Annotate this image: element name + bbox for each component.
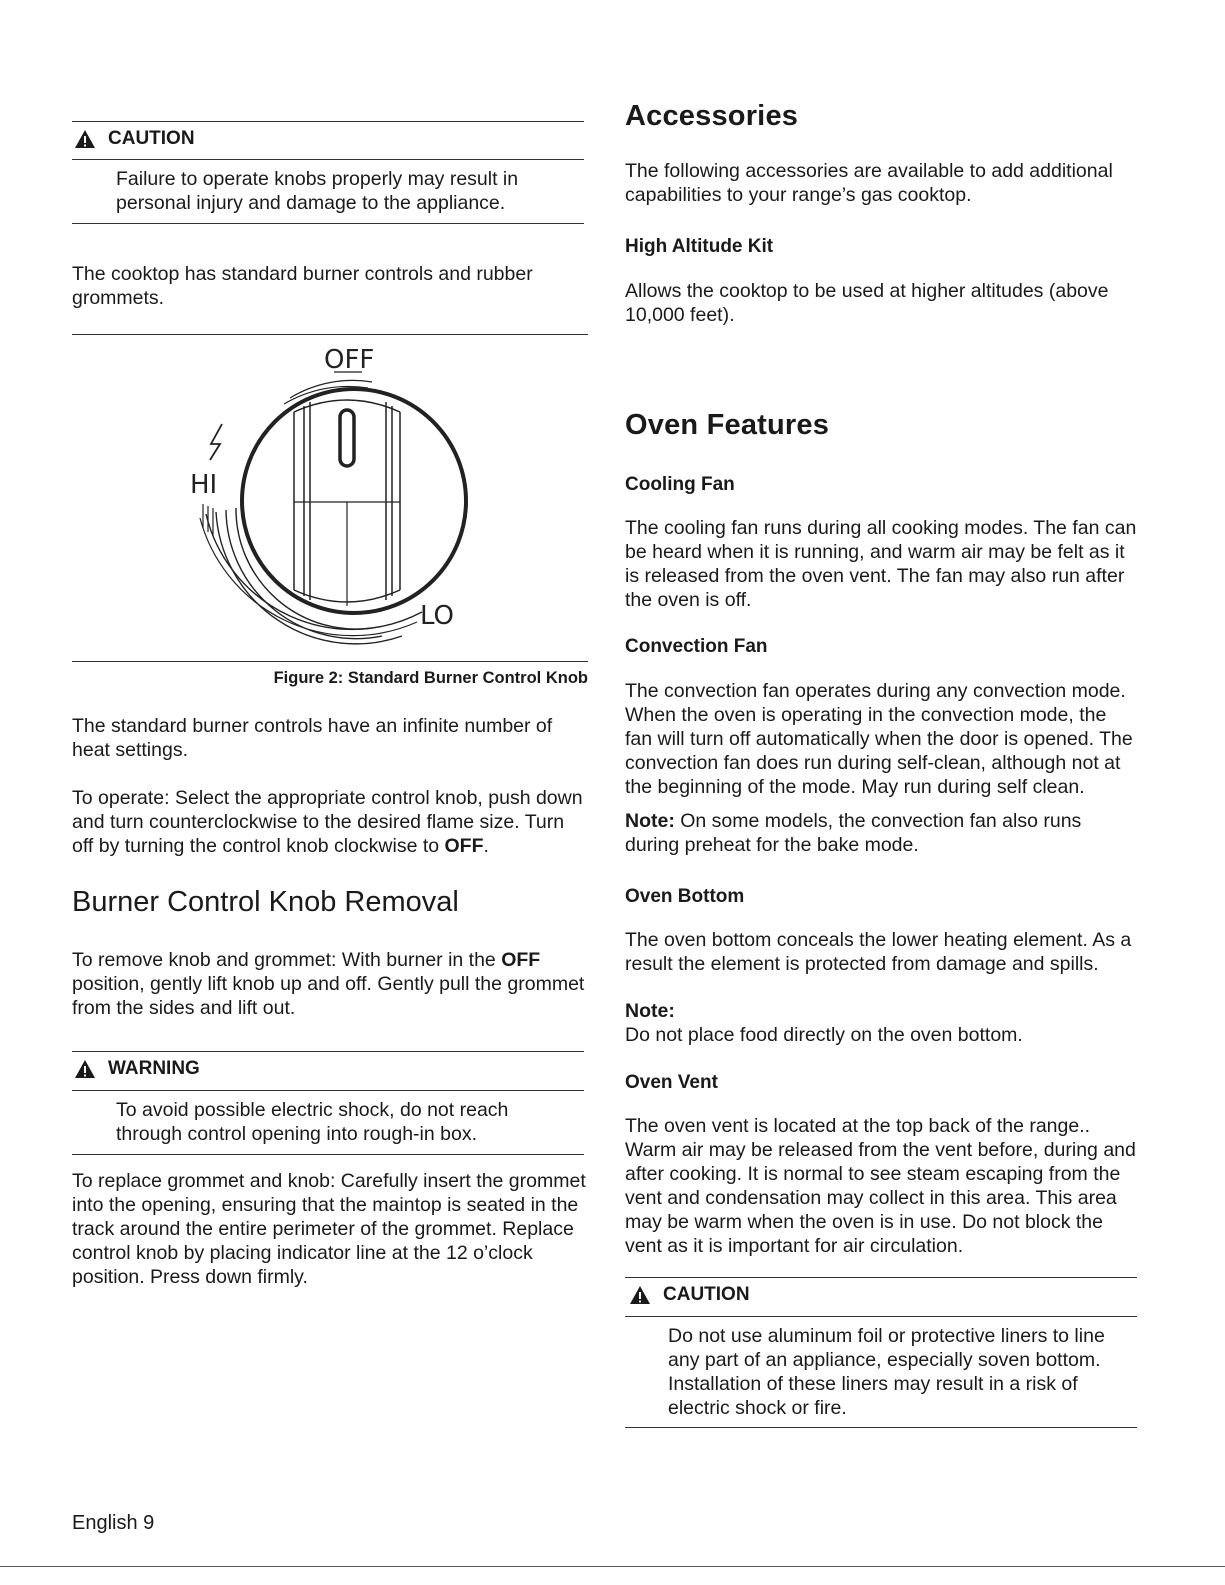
remove-off-bold: OFF xyxy=(501,949,541,971)
replace-paragraph: To replace grommet and knob: Carefully insert the grommet into the opening, ensuring that the maintop is seated in the track around the entire perimeter of the grommet. Replace control knob by placing indicator line at the 12 o’clock position. Press down firmly. xyxy=(72,1170,586,1288)
warning-triangle-icon xyxy=(74,129,96,149)
warning-title: WARNING xyxy=(108,1058,200,1079)
accessories-intro: The following accessories are available to add additional capabilities to your range’s gas cooktop. xyxy=(625,160,1113,206)
operate-end: . xyxy=(483,835,489,857)
figure-bottom-rule xyxy=(72,661,588,662)
accessories-heading: Accessories xyxy=(625,100,799,132)
high-altitude-heading: High Altitude Kit xyxy=(625,236,774,257)
page-footer: English 9 xyxy=(72,1512,155,1534)
note-text: Do not place food directly on the oven bottom. xyxy=(625,1024,1023,1046)
caution2-body: Do not use aluminum foil or protective liners to line any part of an appliance, especially soven bottom. Installation of these liners may result in a risk of electric shock or fire. xyxy=(668,1325,1105,1419)
warning-body: To avoid possible electric shock, do not reach through control opening into rough-in box. xyxy=(116,1099,509,1145)
knob-lo-label: LO xyxy=(420,601,455,631)
convection-fan-body: The convection fan operates during any convection mode. When the oven is operating in the convection mode, the fan will turn off automatically when the door is opened. The convection fan does run during self-clean, although not at the beginning of the mode. May run during self clean. xyxy=(625,680,1133,798)
warning-triangle-icon xyxy=(74,1059,96,1079)
oven-bottom-body: The oven bottom conceals the lower heating element. As a result the element is protected from damage and spills. xyxy=(625,929,1132,975)
caution2-mid-rule xyxy=(625,1316,1137,1317)
caution2-bottom-rule xyxy=(625,1427,1137,1428)
cooling-fan-heading: Cooling Fan xyxy=(625,474,735,495)
burner-knob-illustration xyxy=(72,338,588,658)
warning-triangle-icon xyxy=(629,1285,651,1305)
oven-vent-body: The oven vent is located at the top back of the range.. Warm air may be released from the vent before, during and after cooking. It is normal to see steam escaping from the vent and condensation may collect in this area. This area may be warm when the oven is in use. Do not block the vent as it is important for air circulation. xyxy=(625,1115,1136,1257)
caution-title: CAUTION xyxy=(108,128,195,149)
knob-removal-heading: Burner Control Knob Removal xyxy=(72,886,459,918)
caution-body: Failure to operate knobs properly may result in personal injury and damage to the appliance. xyxy=(116,168,519,214)
convection-fan-note xyxy=(625,809,1137,857)
high-altitude-body: Allows the cooktop to be used at higher altitudes (above 10,000 feet). xyxy=(625,280,1109,326)
caution2-header xyxy=(629,1284,750,1306)
caution-mid-rule xyxy=(72,159,584,160)
caution-top-rule xyxy=(72,121,584,122)
caution-bottom-rule xyxy=(72,223,584,224)
remove-end: position, gently lift knob up and off. Gently pull the grommet from the sides and lift out. xyxy=(72,973,585,1019)
infinite-settings-paragraph: The standard burner controls have an infinite number of heat settings. xyxy=(72,715,553,761)
operate-text: To operate: Select the appropriate control knob, push down and turn counterclockwise to the desired flame size. Turn off by turning the control knob clockwise to xyxy=(72,787,583,857)
page-bottom-edge xyxy=(0,1566,1225,1567)
knob-off-label: OFF xyxy=(324,345,375,375)
cooktop-intro: The cooktop has standard burner controls and rubber grommets. xyxy=(72,263,533,309)
warning-header xyxy=(74,1058,200,1080)
figure-top-rule xyxy=(72,334,588,335)
operate-off-bold: OFF xyxy=(444,835,484,857)
remove-start: To remove knob and grommet: With burner in the xyxy=(72,949,502,971)
operate-paragraph xyxy=(72,786,588,858)
oven-bottom-note xyxy=(625,999,1137,1047)
burner-knob-figure xyxy=(72,338,588,658)
convection-fan-heading: Convection Fan xyxy=(625,636,768,657)
caution2-title: CAUTION xyxy=(663,1284,750,1305)
knob-hi-label: HI xyxy=(190,470,218,500)
cooling-fan-body: The cooling fan runs during all cooking modes. The fan can be heard when it is running, and warm air may be felt as it is released from the oven vent. The fan may also run after the oven is off. xyxy=(625,517,1137,611)
oven-vent-heading: Oven Vent xyxy=(625,1072,718,1093)
note-text: On some models, the convection fan also runs during preheat for the bake mode. xyxy=(625,810,1082,856)
warning-mid-rule xyxy=(72,1090,584,1091)
oven-features-heading: Oven Features xyxy=(625,409,830,441)
warning-bottom-rule xyxy=(72,1154,584,1155)
warning-top-rule xyxy=(72,1051,584,1052)
caution2-top-rule xyxy=(625,1277,1137,1278)
note-label: Note: xyxy=(625,810,675,832)
remove-paragraph xyxy=(72,948,588,1020)
caution-header xyxy=(74,128,195,150)
oven-bottom-heading: Oven Bottom xyxy=(625,886,745,907)
figure-caption: Figure 2: Standard Burner Control Knob xyxy=(273,669,588,687)
note-label: Note: xyxy=(625,1000,675,1022)
